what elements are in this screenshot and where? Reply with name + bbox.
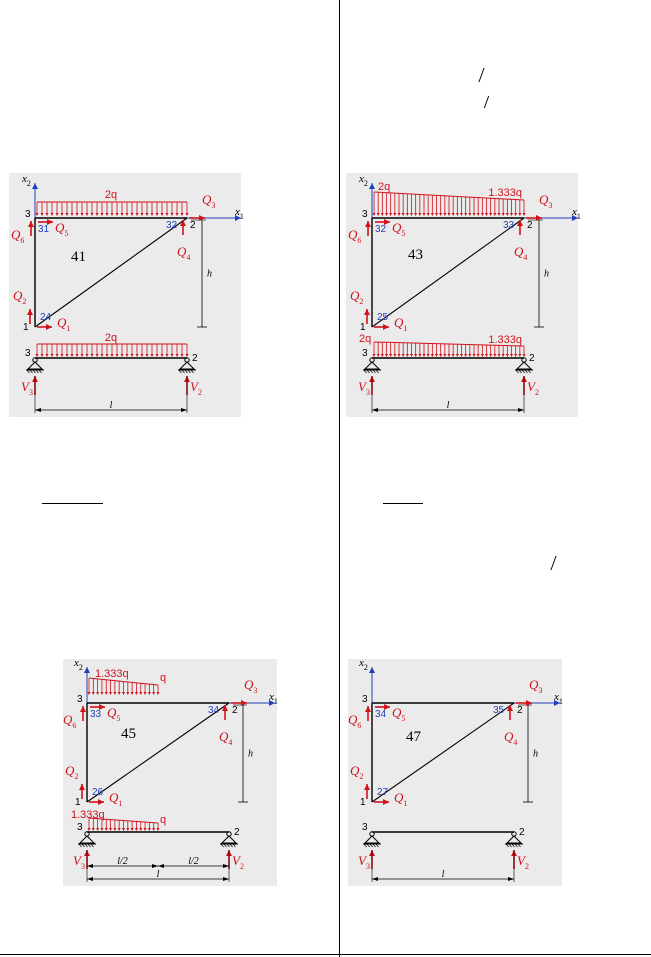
axis-x2-label: $x_2$ (22, 173, 31, 188)
beam-node-3-label: 3 (77, 822, 83, 833)
v3-label: $V_3$ (21, 379, 33, 397)
q4-label: $Q_4$ (219, 729, 233, 747)
dim-height-label: h (248, 748, 253, 760)
v2-label: $V_2$ (232, 853, 244, 871)
v3-label: $V_3$ (358, 853, 370, 871)
axis-x1-label: $x_1$ (554, 691, 563, 706)
dim-half-left-label: l/2 (117, 856, 128, 867)
beam-node-3-label: 3 (362, 822, 368, 833)
beam-node-2-label: 2 (192, 353, 198, 364)
frame-diagram-svg (348, 659, 562, 886)
q6-arrow (365, 706, 371, 721)
frame-diagram-svg (63, 659, 277, 886)
v2-label: $V_2$ (190, 379, 202, 397)
axis-x2-label: $x_2$ (74, 657, 83, 672)
q6-label: $Q_6$ (348, 227, 362, 245)
support-left (363, 832, 381, 847)
dim-height-label: h (533, 748, 538, 760)
q1-label: $Q_1$ (109, 790, 123, 808)
q4-label: $Q_4$ (514, 244, 528, 262)
q1-label: $Q_1$ (394, 315, 408, 333)
axis-x1-label: $x_1$ (269, 691, 278, 706)
q5-label: $Q_5$ (392, 220, 406, 238)
node-3-label: 3 (362, 694, 368, 705)
q6-label: $Q_6$ (11, 227, 25, 245)
q1-arrow (89, 799, 104, 805)
dof-node-1: 24 (40, 312, 52, 323)
load-beam-label: 2q (359, 333, 372, 345)
frame-diagram-41 (9, 173, 244, 417)
dof-node-1: 27 (377, 787, 389, 798)
q2-label: $Q_2$ (13, 288, 27, 306)
q3-label: $Q_3$ (244, 677, 258, 695)
element-number: 43 (408, 247, 423, 263)
q2-label: $Q_2$ (350, 763, 364, 781)
node-2-label: 2 (232, 705, 238, 716)
udl-top (36, 202, 189, 216)
frame-diagram-svg (346, 173, 581, 417)
axis-x2-arrow (369, 667, 375, 703)
node-1-label: 1 (75, 797, 81, 808)
q6-label: $Q_6$ (63, 712, 77, 730)
dof-node-3: 32 (375, 224, 387, 235)
load-beam-right-label: q (160, 814, 167, 826)
q5-label: $Q_5$ (107, 705, 121, 723)
node-1-label: 1 (23, 322, 29, 333)
slash-mark (550, 556, 556, 570)
column-divider (339, 0, 340, 957)
page-bottom-rule (0, 954, 651, 955)
beam-node-2-label: 2 (519, 827, 525, 838)
frame-diagram-svg (9, 173, 244, 417)
element-number: 45 (121, 726, 136, 742)
load-beam-label: 1.333q (71, 809, 105, 821)
q6-label: $Q_6$ (348, 712, 362, 730)
q4-label: $Q_4$ (504, 729, 518, 747)
node-1-label: 1 (360, 797, 366, 808)
support-left (26, 358, 44, 373)
dim-span-label: l (446, 400, 450, 411)
dof-node-3: 34 (375, 709, 387, 720)
dim-span-label: l (441, 869, 445, 880)
load-beam-label: 2q (104, 332, 118, 344)
q1-arrow (374, 799, 389, 805)
dof-node-2: 35 (493, 705, 505, 716)
dof-node-2: 33 (503, 220, 515, 231)
trap-load-top (88, 678, 160, 695)
frame-diagram-43 (346, 173, 581, 417)
v2-label: $V_2$ (527, 379, 539, 397)
load-top-label: 2q (104, 189, 118, 201)
q3-label: $Q_3$ (529, 677, 543, 695)
v3-label: $V_3$ (73, 853, 85, 871)
load-top-right-label: 1.333q (488, 187, 522, 199)
element-number: 47 (406, 729, 421, 745)
q4-label: $Q_4$ (177, 244, 191, 262)
element-number: 41 (71, 249, 86, 265)
frame-diagram-47 (348, 659, 562, 886)
dof-node-2: 34 (208, 705, 220, 716)
slash-mark (478, 68, 484, 82)
node-3-label: 3 (362, 209, 368, 220)
node-1-label: 1 (360, 322, 366, 333)
node-2-label: 2 (527, 220, 533, 231)
dim-span-label: l (109, 400, 113, 411)
v3-label: $V_3$ (358, 379, 370, 397)
q1-arrow (374, 324, 389, 330)
udl-beam (36, 344, 189, 357)
node-2-label: 2 (517, 705, 523, 716)
dof-node-3: 31 (38, 224, 50, 235)
beam-node-3-label: 3 (25, 348, 31, 359)
q6-arrow (80, 706, 86, 721)
load-top-right-label: q (160, 672, 167, 684)
beam-node-2-label: 2 (234, 827, 240, 838)
q5-label: $Q_5$ (55, 220, 69, 238)
q3-label: $Q_3$ (202, 192, 216, 210)
q2-label: $Q_2$ (350, 288, 364, 306)
q6-arrow (28, 221, 34, 236)
dof-node-3: 33 (90, 709, 102, 720)
q3-label: $Q_3$ (539, 192, 553, 210)
q6-arrow (365, 221, 371, 236)
axis-x1-label: $x_1$ (572, 206, 581, 221)
axis-x1-label: $x_1$ (235, 206, 244, 221)
node-3-label: 3 (77, 694, 83, 705)
dim-height-label: h (207, 268, 212, 280)
beam-node-3-label: 3 (362, 348, 368, 359)
support-left (363, 358, 381, 373)
axis-x2-label: $x_2$ (359, 173, 368, 188)
q1-label: $Q_1$ (394, 790, 408, 808)
underline-mark (383, 503, 423, 504)
q1-arrow (37, 324, 52, 330)
dof-node-2: 32 (166, 220, 178, 231)
beam-node-2-label: 2 (529, 353, 535, 364)
dim-span-label: l (156, 869, 160, 880)
load-top-label: 1.333q (95, 668, 129, 680)
q1-label: $Q_1$ (57, 315, 71, 333)
underline-mark (42, 503, 103, 504)
q5-label: $Q_5$ (392, 705, 406, 723)
dim-height-label: h (544, 268, 549, 280)
load-beam-right-label: 1.333q (488, 334, 522, 346)
support-left (78, 832, 96, 847)
v2-label: $V_2$ (517, 853, 529, 871)
frame-diagram-45 (63, 659, 277, 886)
slash-mark (484, 96, 489, 108)
dof-node-1: 25 (377, 312, 389, 323)
load-top-label: 2q (378, 181, 391, 193)
dof-node-1: 26 (92, 787, 104, 798)
node-3-label: 3 (25, 209, 31, 220)
dim-half-right-label: l/2 (188, 856, 199, 867)
node-2-label: 2 (190, 220, 196, 231)
axis-x2-label: $x_2$ (359, 657, 368, 672)
q2-label: $Q_2$ (65, 763, 79, 781)
